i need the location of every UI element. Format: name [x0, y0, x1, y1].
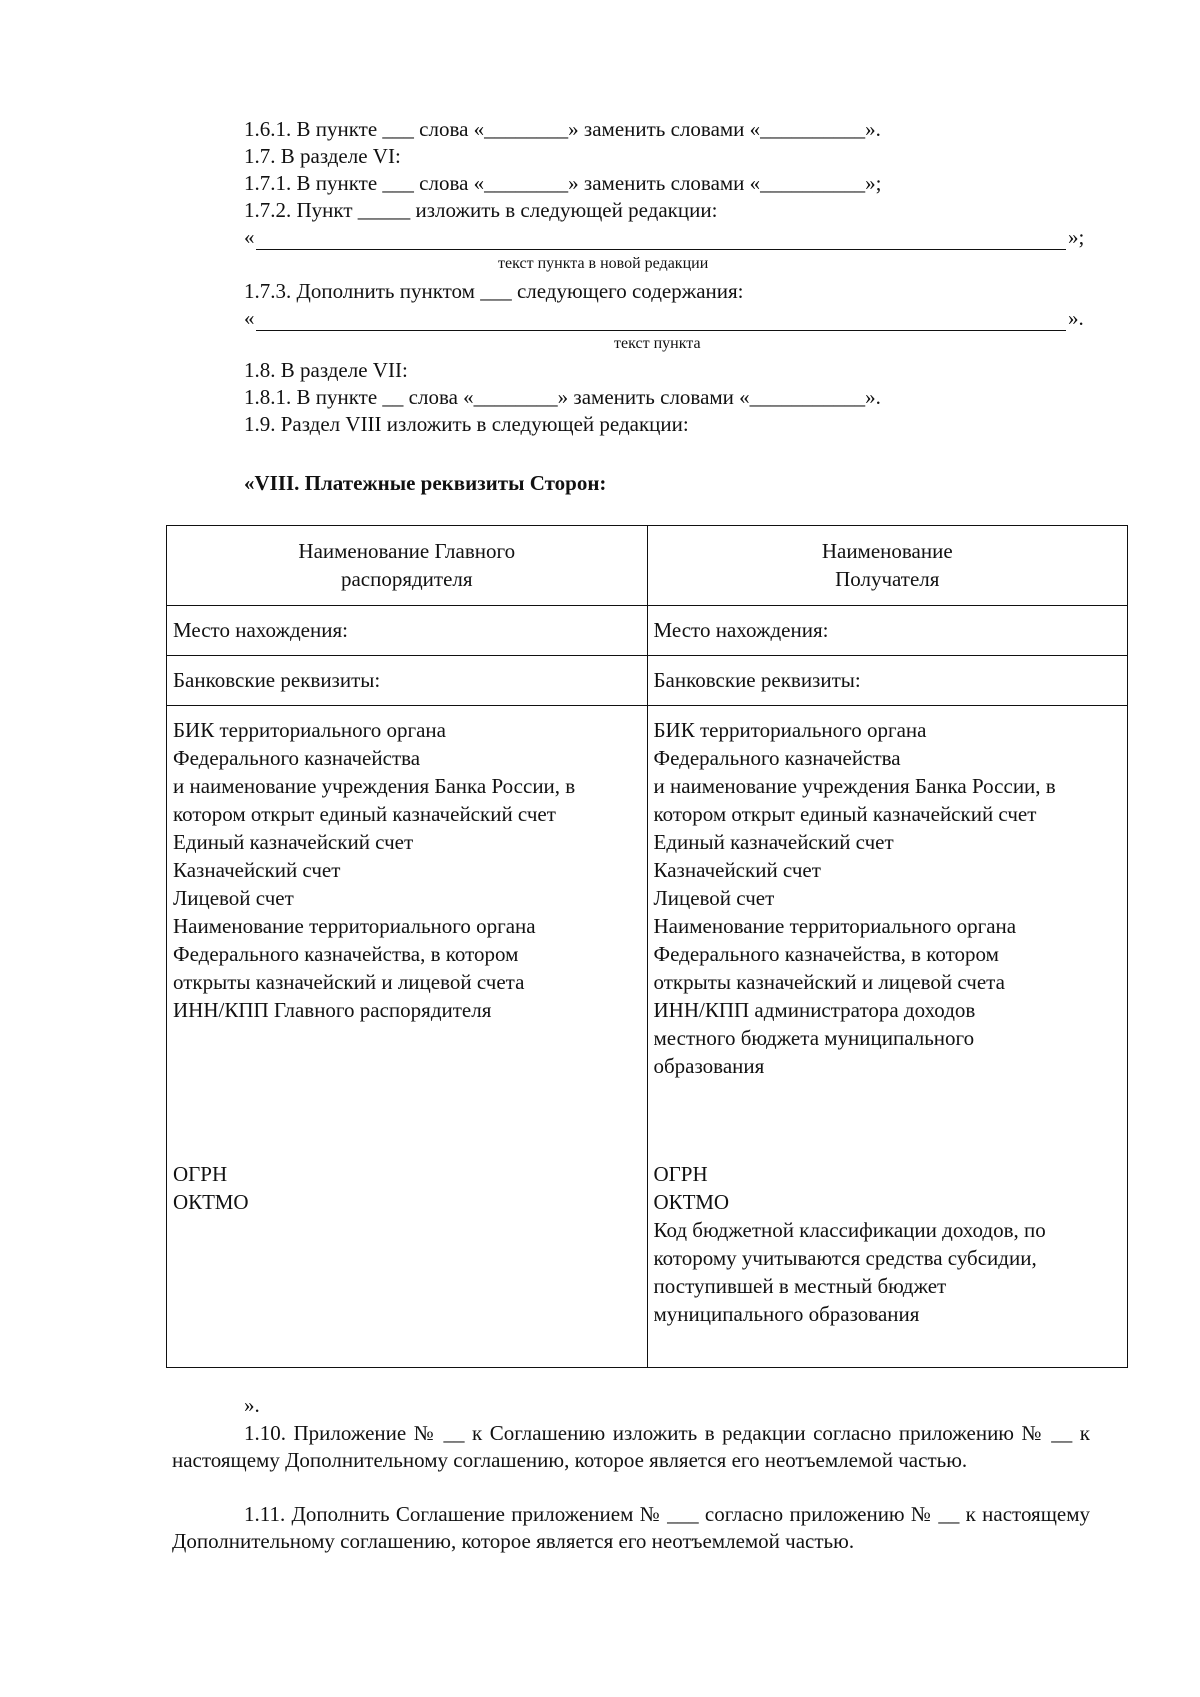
location-label: Место нахождения: [173, 618, 348, 642]
quote-open-2: « [244, 306, 255, 330]
location-label: Место нахождения: [653, 618, 829, 642]
bank-details-label: Банковские реквизиты: [173, 668, 381, 692]
header-recipient: Наименование Получателя [821, 539, 953, 591]
codes-block: ОГРН ОКТМО [173, 1162, 249, 1214]
clause-1-7: 1.7. В разделе VI: [244, 144, 401, 168]
caption-text: текст пункта [614, 335, 701, 352]
blank-line-2 [256, 330, 1066, 331]
table-cell [647, 526, 1128, 606]
clause-1-10: 1.10. Приложение № __ к Соглашению изложить в редакции согласно приложению № __ к настоящему Дополнительному соглашению, которое является его неотъемлемой частью. [172, 1421, 1090, 1472]
clause-1-11: 1.11. Дополнить Соглашение приложением № ___ согласно приложению № __ к настоящему Дополнительному соглашению, которое является его неотъемлемой частью. [172, 1502, 1090, 1553]
section-title: «VIII. Платежные реквизиты Сторон: [244, 471, 607, 495]
requisites-block: БИК территориального органа Федерального казначейства и наименование учреждения Банка России, в котором открыт единый казначейский счет Единый казначейский счет Казначейский счет Лицевой счет Наименование территориального органа Федерального казначейства, в котором открыты казначейский и лицевой счета ИНН/КПП Главного распорядителя [173, 718, 576, 1022]
codes-block: ОГРН ОКТМО Код бюджетной классификации доходов, по которому учитываются средства субсидии, поступившей в местный бюджет муниципального образования [653, 1162, 1046, 1326]
table-row [167, 656, 1128, 706]
quote-close-2: ». [1068, 306, 1084, 330]
table-cell [647, 606, 1128, 656]
table-cell [647, 656, 1128, 706]
header-main-distributor: Наименование Главного распорядителя [298, 539, 516, 591]
table-cell [167, 656, 648, 706]
clause-1-7-3: 1.7.3. Дополнить пунктом ___ следующего содержания: [244, 279, 744, 303]
closing-quote: ». [244, 1393, 260, 1417]
payment-details-table [166, 525, 1128, 1368]
clause-1-7-2: 1.7.2. Пункт _____ изложить в следующей редакции: [244, 198, 718, 222]
caption-new-text: текст пункта в новой редакции [498, 255, 709, 272]
clause-1-6-1: 1.6.1. В пункте ___ слова «________» заменить словами «__________». [244, 117, 881, 141]
clause-1-8-1: 1.8.1. В пункте __ слова «________» заменить словами «___________». [244, 385, 881, 409]
bank-details-label: Банковские реквизиты: [653, 668, 861, 692]
clause-1-9: 1.9. Раздел VIII изложить в следующей редакции: [244, 412, 689, 436]
table-cell [167, 706, 648, 1368]
quote-open-1: « [244, 225, 255, 249]
table-cell [167, 606, 648, 656]
table-cell [647, 706, 1128, 1368]
table-row [167, 606, 1128, 656]
table-row [167, 706, 1128, 1368]
table-row [167, 526, 1128, 606]
quote-close-1: »; [1068, 225, 1085, 249]
blank-line-1 [256, 249, 1066, 250]
table-cell [167, 526, 648, 606]
clause-1-8: 1.8. В разделе VII: [244, 358, 408, 382]
clause-1-7-1: 1.7.1. В пункте ___ слова «________» заменить словами «__________»; [244, 171, 882, 195]
requisites-block: БИК территориального органа Федерального казначейства и наименование учреждения Банка России, в котором открыт единый казначейский счет Единый казначейский счет Казначейский счет Лицевой счет Наименование территориального органа Федерального казначейства, в котором открыты казначейский и лицевой счета ИНН/КПП администратора доходов местного бюджета муниципального образования [653, 718, 1056, 1078]
